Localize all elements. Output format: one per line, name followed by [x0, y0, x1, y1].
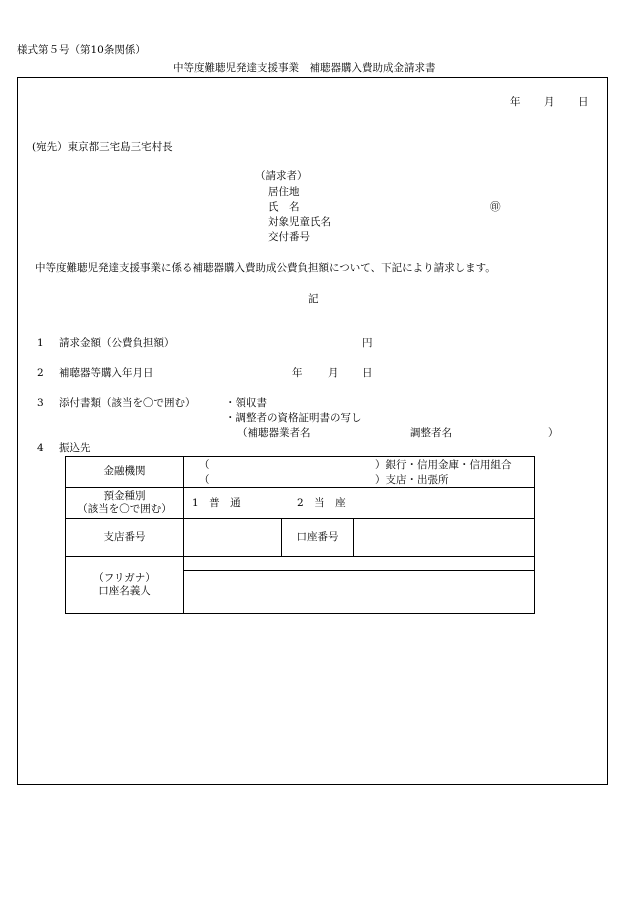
item3-number: 3: [37, 397, 44, 409]
bank-account-table: [65, 456, 535, 614]
close-paren: ）: [548, 427, 559, 439]
item2-number: 2: [37, 367, 44, 379]
date-year-label: 年: [510, 96, 521, 108]
holder-field[interactable]: [184, 557, 535, 614]
receipt-doc: ・領収書: [225, 397, 267, 409]
statement-text: 中等度難聴児発達支援事業に係る補聴器購入費助成公費負担額について、下記により請求します。: [35, 262, 496, 274]
item2-year: 年: [292, 367, 303, 379]
holder-row: [66, 557, 535, 614]
deposit-type-field[interactable]: [184, 488, 535, 519]
furigana-label: （フリガナ）: [93, 571, 156, 584]
item4-label: 振込先: [59, 442, 91, 454]
dealer-name-label: （補聴器業者名: [237, 427, 311, 439]
address-label: 居住地: [268, 186, 300, 198]
account-number-row: [66, 519, 535, 557]
ki-heading: 記: [308, 293, 319, 305]
item2-label: 補聴器等購入年月日: [59, 367, 154, 379]
page-title: 中等度難聴児発達支援事業 補聴器購入費助成金請求書: [173, 62, 436, 74]
account-number-label: 口座番号: [282, 519, 354, 557]
bank-paren-open: （: [199, 459, 210, 471]
issue-number-label: 交付番号: [268, 231, 310, 243]
branch-number-label: 支店番号: [66, 519, 184, 557]
item2-month: 月: [328, 367, 339, 379]
deposit-type-label: 預金種別: [103, 489, 146, 502]
form-number: 様式第５号（第10条関係）: [17, 44, 146, 56]
holder-label-cell: [66, 557, 184, 614]
furigana-field[interactable]: [184, 557, 534, 571]
institution-label: 金融機関: [66, 457, 184, 488]
recipient: (宛先）東京都三宅島三宅村長: [32, 141, 173, 153]
deposit-type-row: [66, 488, 535, 519]
branch-types: ）支店・出張所: [375, 474, 449, 486]
bank-types: ）銀行・信用金庫・信用組合: [375, 459, 512, 471]
holder-label: 口座名義人: [98, 585, 151, 597]
item2-day: 日: [362, 367, 373, 379]
date-month-label: 月: [544, 96, 555, 108]
branch-number-field[interactable]: [184, 519, 282, 557]
item3-label: 添付書類（該当を〇で囲む）: [59, 397, 196, 409]
item1-unit: 円: [362, 337, 373, 349]
deposit-type-label-cell: [66, 488, 184, 519]
child-name-label: 対象児童氏名: [268, 216, 331, 228]
item4-number: 4: [37, 442, 44, 454]
claimant-heading: （請求者）: [255, 170, 308, 182]
institution-row: [66, 457, 535, 488]
deposit-option-current[interactable]: 2 当 座: [297, 497, 346, 509]
form-frame: [17, 77, 608, 785]
item1-number: 1: [37, 337, 44, 349]
deposit-option-ordinary[interactable]: 1 普 通: [192, 497, 241, 509]
institution-field[interactable]: [184, 457, 535, 488]
date-day-label: 日: [578, 96, 589, 108]
item1-label: 請求金額（公費負担額）: [59, 337, 175, 349]
adjuster-name-label: 調整者名: [410, 427, 452, 439]
certificate-doc: ・調整者の資格証明書の写し: [225, 412, 362, 424]
account-number-field[interactable]: [354, 519, 535, 557]
name-label: 氏 名: [268, 201, 300, 213]
branch-paren-open: （: [199, 474, 210, 486]
deposit-type-note: （該当を〇で囲む）: [77, 503, 172, 515]
seal-mark: ㊞: [490, 201, 501, 213]
